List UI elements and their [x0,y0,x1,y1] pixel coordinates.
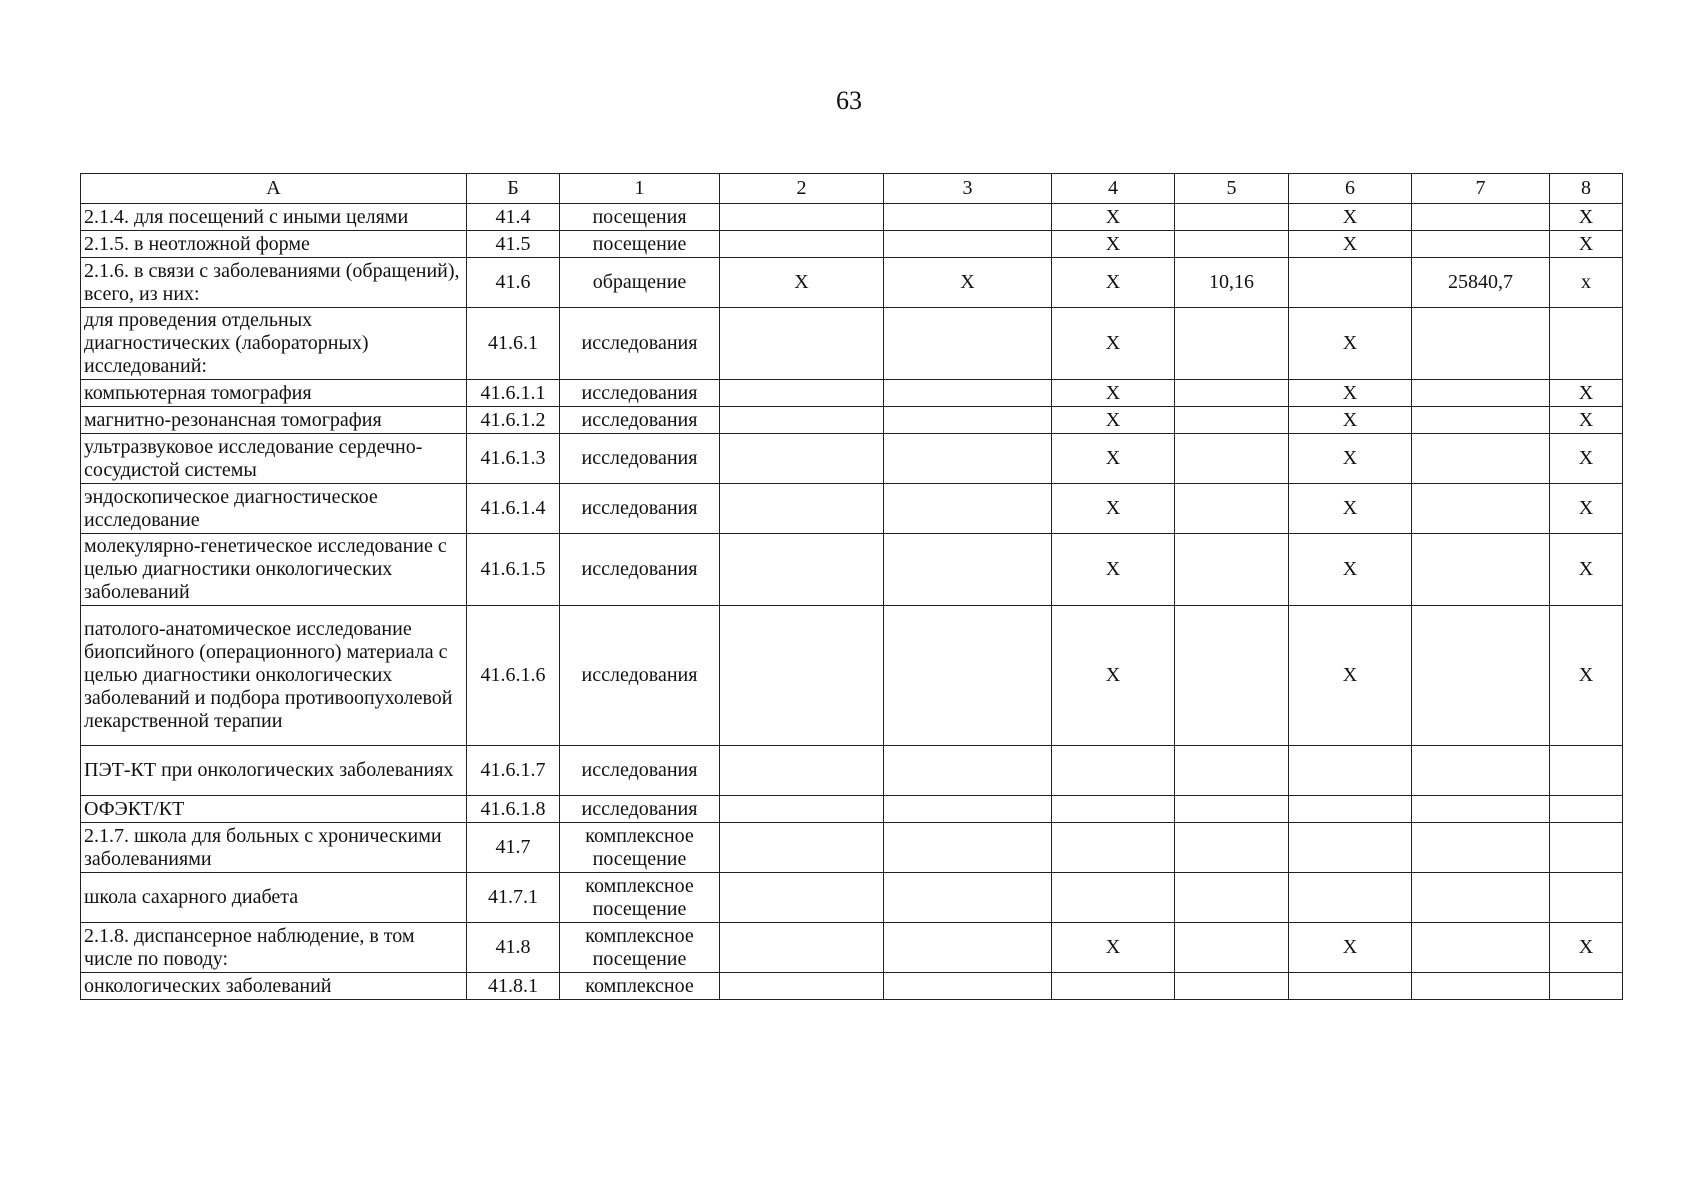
cell-c4: X [1052,606,1175,746]
cell-c4: X [1052,308,1175,380]
cell-b: 41.6.1.2 [467,407,560,434]
cell-a: ПЭТ-КТ при онкологических заболеваниях [81,746,467,796]
cell-c4 [1052,796,1175,823]
cell-c5 [1175,873,1289,923]
cell-a: 2.1.6. в связи с заболеваниями (обращений), всего, из них: [81,258,467,308]
cell-c8 [1550,973,1623,1000]
cell-b: 41.7.1 [467,873,560,923]
table-header-row [81,174,1623,204]
cell-c2 [720,380,884,407]
cell-c7 [1412,973,1550,1000]
cell-c7 [1412,923,1550,973]
cell-b: 41.8 [467,923,560,973]
table-row [81,308,1623,380]
cell-c4: X [1052,534,1175,606]
cell-c8: X [1550,606,1623,746]
cell-c3 [884,746,1052,796]
cell-c2 [720,873,884,923]
cell-c2 [720,407,884,434]
table-row [81,534,1623,606]
table-row [81,606,1623,746]
cell-c8: X [1550,534,1623,606]
cell-c1: комплексное посещение [560,873,720,923]
cell-c8 [1550,796,1623,823]
cell-c5 [1175,606,1289,746]
cell-c5 [1175,484,1289,534]
header-cell-7: 7 [1412,174,1550,204]
cell-c7 [1412,534,1550,606]
cell-c1: комплексное [560,973,720,1000]
cell-c2: X [720,258,884,308]
cell-c6: X [1289,204,1412,231]
cell-c6: X [1289,434,1412,484]
cell-c5 [1175,308,1289,380]
cell-c8 [1550,308,1623,380]
cell-a: ОФЭКТ/КТ [81,796,467,823]
cell-c8 [1550,873,1623,923]
cell-c7 [1412,873,1550,923]
cell-c3 [884,308,1052,380]
cell-c8 [1550,823,1623,873]
cell-c4: X [1052,434,1175,484]
cell-c1: исследования [560,434,720,484]
cell-c7 [1412,434,1550,484]
cell-c3 [884,484,1052,534]
cell-b: 41.4 [467,204,560,231]
page-number: 63 [836,86,862,115]
cell-c4: X [1052,407,1175,434]
cell-c5 [1175,534,1289,606]
cell-c3 [884,231,1052,258]
cell-c5 [1175,407,1289,434]
data-table [80,173,1623,1000]
cell-c3 [884,434,1052,484]
header-cell-b: Б [467,174,560,204]
table-row [81,258,1623,308]
table-row [81,873,1623,923]
cell-a: патолого-анатомическое исследование биопсийного (операционного) материала с целью диагностики онкологических заболеваний и подбора противоопухолевой лекарственной терапии [81,606,467,746]
header-cell-3: 3 [884,174,1052,204]
cell-c4: X [1052,923,1175,973]
header-cell-a: А [81,174,467,204]
cell-c1: исследования [560,380,720,407]
cell-c3 [884,380,1052,407]
cell-c1: исследования [560,606,720,746]
cell-c6 [1289,258,1412,308]
cell-c2 [720,746,884,796]
cell-c3: X [884,258,1052,308]
cell-c1: исследования [560,484,720,534]
cell-c4 [1052,823,1175,873]
cell-c2 [720,606,884,746]
cell-c7 [1412,204,1550,231]
cell-c2 [720,823,884,873]
cell-c5 [1175,923,1289,973]
cell-c1: посещение [560,231,720,258]
cell-c1: посещения [560,204,720,231]
cell-b: 41.6.1.6 [467,606,560,746]
cell-c3 [884,534,1052,606]
cell-b: 41.6.1 [467,308,560,380]
cell-c3 [884,407,1052,434]
cell-c8: X [1550,434,1623,484]
cell-c4: X [1052,231,1175,258]
cell-c7 [1412,231,1550,258]
cell-b: 41.6.1.1 [467,380,560,407]
cell-a: компьютерная томография [81,380,467,407]
cell-c3 [884,973,1052,1000]
cell-a: 2.1.7. школа для больных с хроническими заболеваниями [81,823,467,873]
cell-c5 [1175,231,1289,258]
header-cell-1: 1 [560,174,720,204]
cell-c5: 10,16 [1175,258,1289,308]
cell-c8: x [1550,258,1623,308]
cell-c6: X [1289,534,1412,606]
cell-c5 [1175,380,1289,407]
cell-c1: комплексное посещение [560,823,720,873]
cell-c3 [884,923,1052,973]
cell-b: 41.8.1 [467,973,560,1000]
cell-c6: X [1289,231,1412,258]
header-cell-4: 4 [1052,174,1175,204]
header-cell-6: 6 [1289,174,1412,204]
table-row [81,746,1623,796]
cell-c6: X [1289,308,1412,380]
header-cell-5: 5 [1175,174,1289,204]
cell-c4 [1052,873,1175,923]
cell-c3 [884,823,1052,873]
cell-c4: X [1052,258,1175,308]
cell-b: 41.6.1.3 [467,434,560,484]
cell-c5 [1175,823,1289,873]
cell-c4: X [1052,204,1175,231]
cell-a: 2.1.5. в неотложной форме [81,231,467,258]
table-row [81,484,1623,534]
cell-c7 [1412,484,1550,534]
cell-c8: X [1550,923,1623,973]
cell-a: эндоскопическое диагностическое исследование [81,484,467,534]
cell-c8: X [1550,231,1623,258]
cell-c1: исследования [560,746,720,796]
cell-c7 [1412,380,1550,407]
cell-c2 [720,484,884,534]
cell-c1: исследования [560,407,720,434]
cell-c6: X [1289,484,1412,534]
cell-c6 [1289,823,1412,873]
cell-c2 [720,308,884,380]
cell-c2 [720,796,884,823]
cell-c1: исследования [560,534,720,606]
cell-c8: X [1550,484,1623,534]
cell-a: молекулярно-генетическое исследование с целью диагностики онкологических заболеваний [81,534,467,606]
cell-c5 [1175,746,1289,796]
cell-a: школа сахарного диабета [81,873,467,923]
cell-c6: X [1289,407,1412,434]
table-row [81,823,1623,873]
cell-b: 41.6 [467,258,560,308]
cell-b: 41.7 [467,823,560,873]
cell-c1: исследования [560,796,720,823]
table-row [81,231,1623,258]
cell-c5 [1175,434,1289,484]
cell-a: 2.1.8. диспансерное наблюдение, в том числе по поводу: [81,923,467,973]
cell-c4 [1052,973,1175,1000]
table-row [81,434,1623,484]
cell-c2 [720,534,884,606]
cell-c3 [884,606,1052,746]
cell-a: онкологических заболеваний [81,973,467,1000]
cell-c4: X [1052,380,1175,407]
cell-c8: X [1550,380,1623,407]
cell-c2 [720,973,884,1000]
cell-c1: комплексное посещение [560,923,720,973]
cell-c3 [884,873,1052,923]
cell-b: 41.5 [467,231,560,258]
cell-c7: 25840,7 [1412,258,1550,308]
cell-c3 [884,796,1052,823]
cell-c4 [1052,746,1175,796]
cell-a: магнитно-резонансная томография [81,407,467,434]
header-cell-2: 2 [720,174,884,204]
cell-a: для проведения отдельных диагностических (лабораторных) исследований: [81,308,467,380]
cell-c8: X [1550,204,1623,231]
cell-c3 [884,204,1052,231]
cell-a: ультразвуковое исследование сердечно-сосудистой системы [81,434,467,484]
cell-c5 [1175,973,1289,1000]
cell-c6 [1289,973,1412,1000]
cell-c1: исследования [560,308,720,380]
cell-c7 [1412,606,1550,746]
table-row [81,973,1623,1000]
cell-c7 [1412,796,1550,823]
cell-c7 [1412,746,1550,796]
table-row [81,407,1623,434]
cell-c6 [1289,873,1412,923]
cell-c5 [1175,204,1289,231]
cell-c2 [720,923,884,973]
cell-b: 41.6.1.4 [467,484,560,534]
table-row [81,796,1623,823]
cell-c2 [720,204,884,231]
cell-c8: X [1550,407,1623,434]
cell-b: 41.6.1.5 [467,534,560,606]
cell-c6 [1289,796,1412,823]
cell-c8 [1550,746,1623,796]
header-cell-8: 8 [1550,174,1623,204]
table-row [81,380,1623,407]
cell-c6: X [1289,380,1412,407]
table-row [81,923,1623,973]
cell-c7 [1412,823,1550,873]
cell-a: 2.1.4. для посещений с иными целями [81,204,467,231]
cell-c6 [1289,746,1412,796]
cell-c7 [1412,407,1550,434]
cell-c6: X [1289,606,1412,746]
cell-c2 [720,231,884,258]
cell-c2 [720,434,884,484]
cell-c4: X [1052,484,1175,534]
table-row [81,204,1623,231]
cell-c5 [1175,796,1289,823]
cell-b: 41.6.1.8 [467,796,560,823]
cell-b: 41.6.1.7 [467,746,560,796]
cell-c7 [1412,308,1550,380]
cell-c1: обращение [560,258,720,308]
cell-c6: X [1289,923,1412,973]
